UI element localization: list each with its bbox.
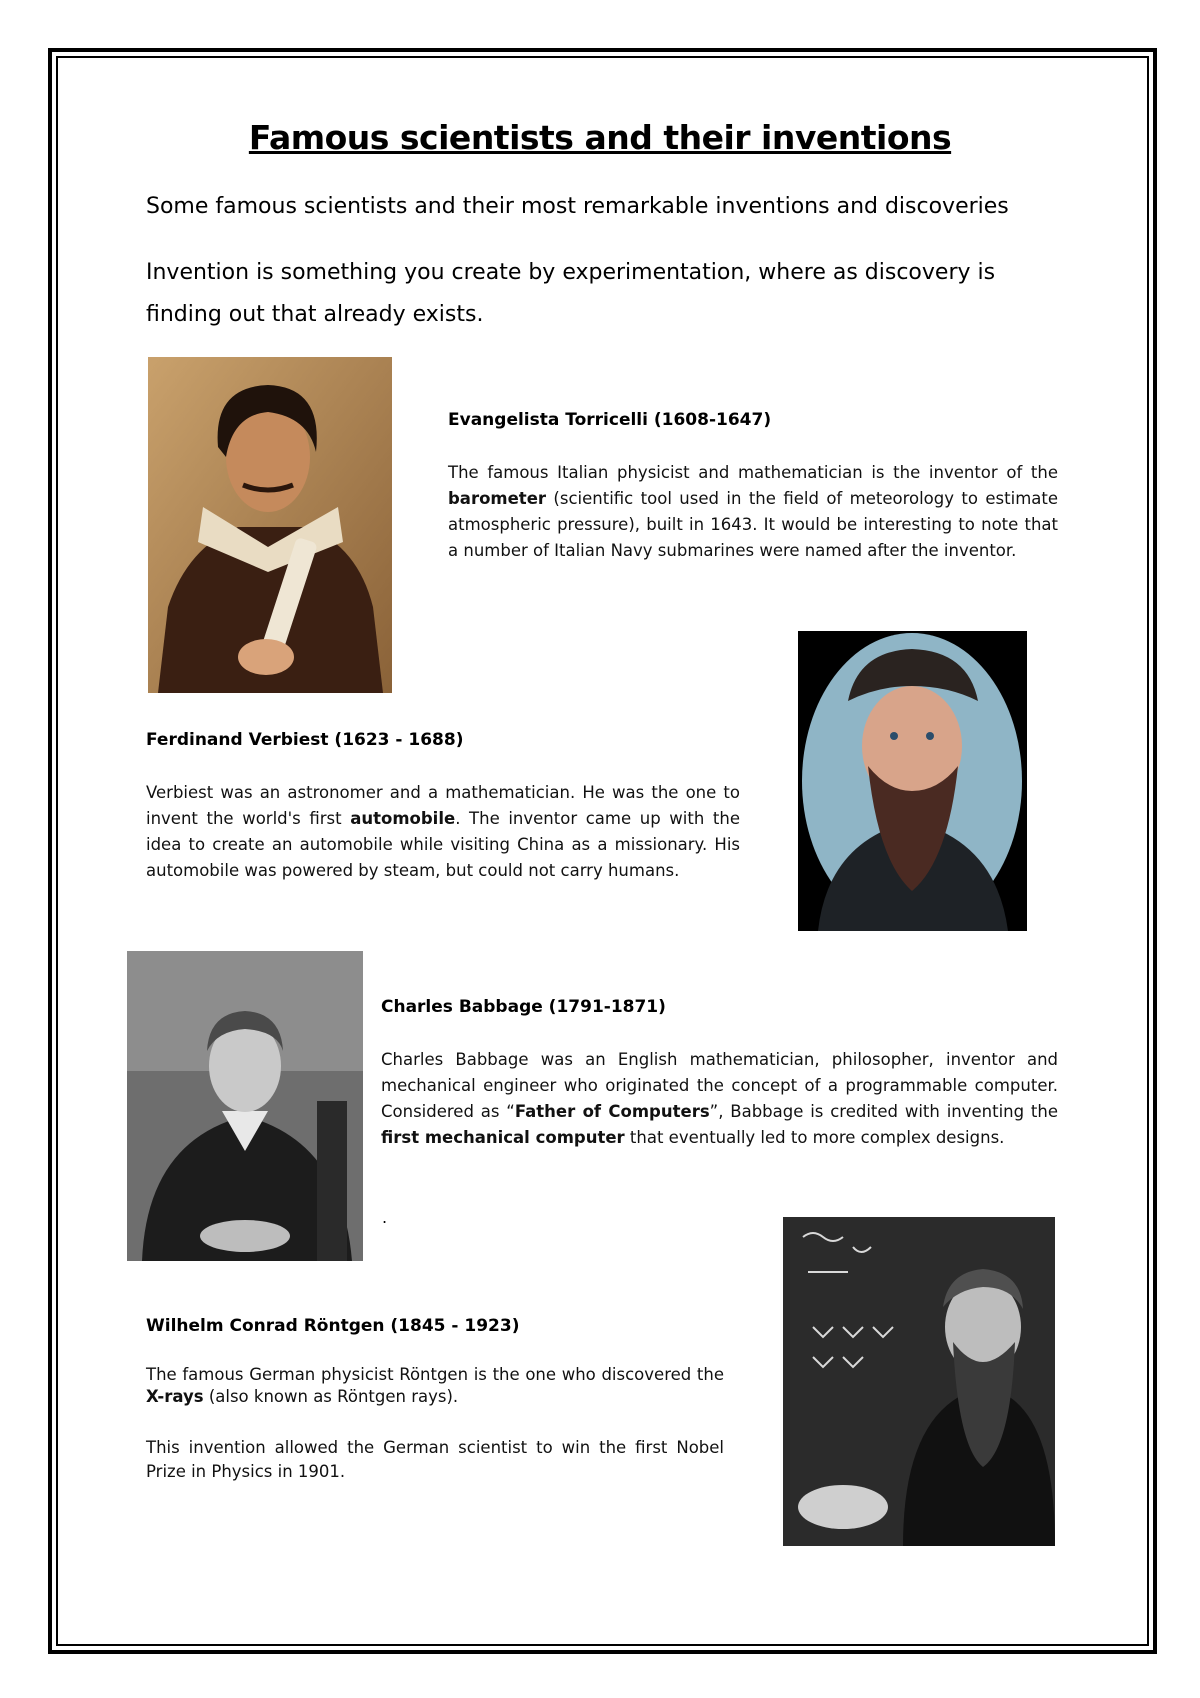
babbage-heading: Charles Babbage (1791-1871) (381, 997, 666, 1017)
rontgen-nobel-note: This invention allowed the German scientist to win the first Nobel Prize in Physics in 1901. (146, 1438, 724, 1481)
page-title: Famous scientists and their inventions (248, 118, 952, 157)
verbiest-description: Verbiest was an astronomer and a mathematician. He was the one to invent the world's first automobile. The inventor came up with the idea to create an automobile while visiting China as a missionary. His automobile was powered by steam, but could not carry humans. (146, 783, 740, 880)
verbiest-heading: Ferdinand Verbiest (1623 - 1688) (146, 730, 464, 750)
verbiest-portrait-icon (798, 631, 1027, 931)
torricelli-description: The famous Italian physicist and mathematician is the inventor of the barometer (scientific tool used in the field of meteorology to estimate atmospheric pressure), built in 1643. It would be interesting to note that a number of Italian Navy submarines were named after the inventor. (448, 463, 1058, 560)
rontgen-description: The famous German physicist Röntgen is the one who discovered the X-rays (also known as Röntgen rays). (146, 1365, 724, 1406)
intro-paragraph: Invention is something you create by experimentation, where as discovery is finding out that already exists. (146, 260, 996, 327)
page-subtitle: Some famous scientists and their most remarkable inventions and discoveries (146, 194, 1009, 219)
rontgen-heading: Wilhelm Conrad Röntgen (1845 - 1923) (146, 1316, 520, 1336)
rontgen-portrait-icon (783, 1217, 1055, 1546)
babbage-description: Charles Babbage was an English mathematician, philosopher, inventor and mechanical engineer who originated the concept of a programmable computer. Considered as “Father of Computers”, Babbage is credited with inventing the first mechanical computer that eventually led to more complex designs. (381, 1050, 1059, 1147)
babbage-trailing-dot: . (382, 1208, 388, 1227)
torricelli-heading: Evangelista Torricelli (1608-1647) (448, 410, 772, 430)
babbage-portrait-icon (127, 951, 363, 1261)
torricelli-portrait-icon (148, 357, 392, 693)
